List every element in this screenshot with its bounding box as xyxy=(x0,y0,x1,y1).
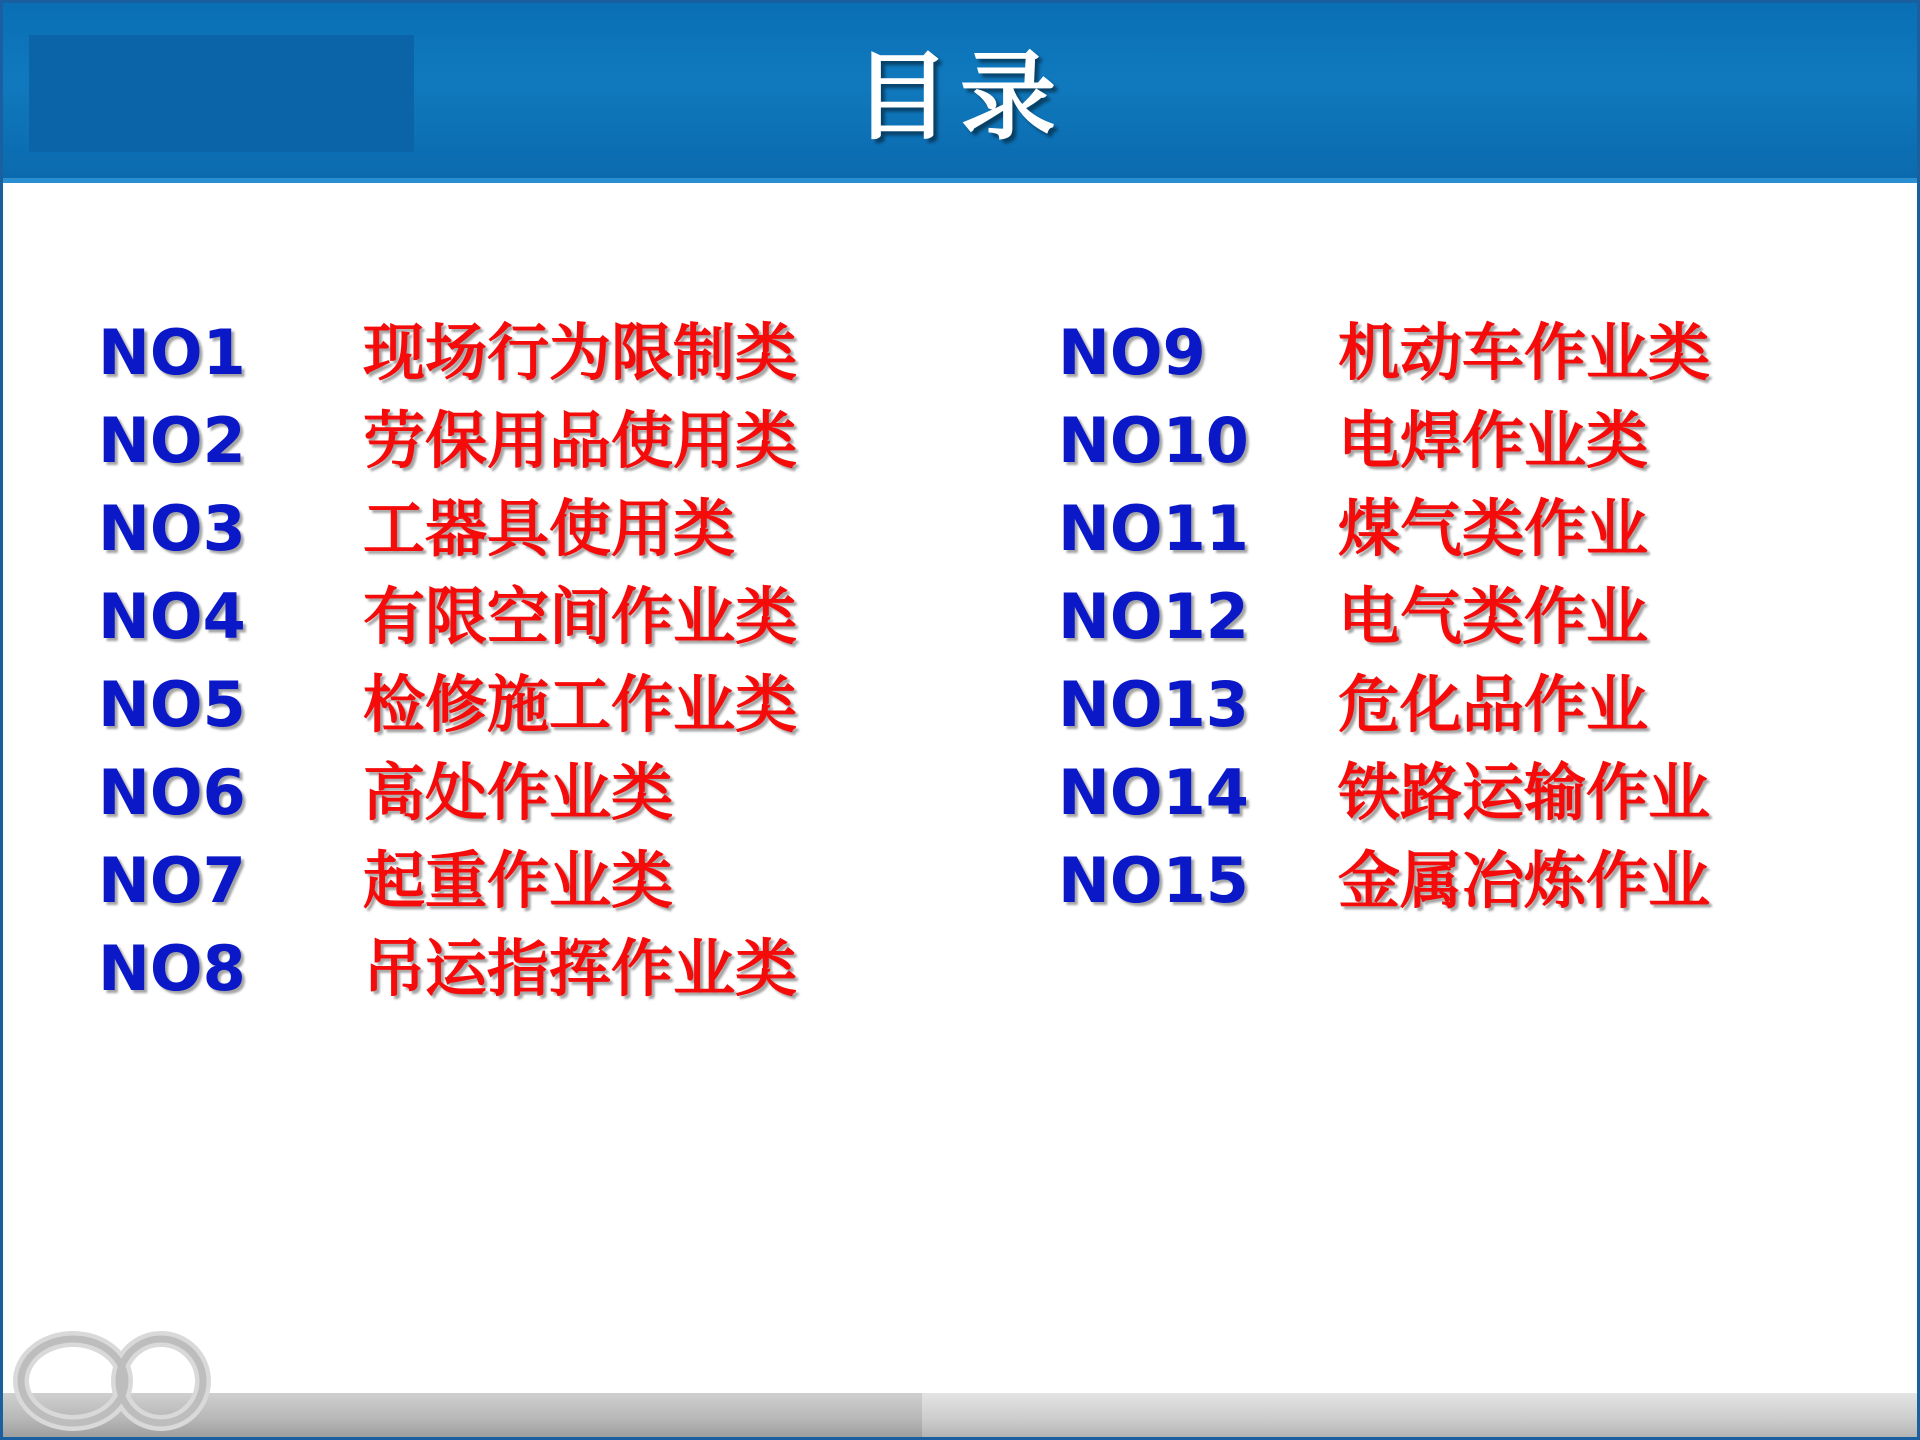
toc-item-number: NO8 xyxy=(98,932,246,1005)
toc-item-label: 工器具使用类 xyxy=(363,492,736,565)
toc-item-number: NO11 xyxy=(1058,492,1249,565)
list-item[interactable] xyxy=(98,919,1058,1007)
page-title: 目录 xyxy=(854,41,1066,153)
toc-item-number: NO3 xyxy=(98,492,246,565)
toc-item-label: 现场行为限制类 xyxy=(363,316,798,389)
toc-item-number: NO6 xyxy=(98,756,246,829)
toc-column-left xyxy=(98,303,1058,1007)
toc-item-number: NO15 xyxy=(1058,844,1249,917)
toc-item-label: 起重作业类 xyxy=(363,844,674,917)
toc-item-label: 煤气类作业 xyxy=(1338,492,1649,565)
toc-item-label: 金属冶炼作业 xyxy=(1338,844,1711,917)
slide-header xyxy=(3,3,1917,183)
list-item[interactable] xyxy=(98,303,1058,391)
toc-item-label: 电焊作业类 xyxy=(1338,404,1649,477)
toc-item-label: 机动车作业类 xyxy=(1338,316,1711,389)
toc-item-label: 有限空间作业类 xyxy=(363,580,798,653)
toc-item-label: 吊运指挥作业类 xyxy=(363,932,798,1005)
list-item[interactable] xyxy=(98,743,1058,831)
toc-item-label: 电气类作业 xyxy=(1338,580,1649,653)
list-item[interactable] xyxy=(98,479,1058,567)
slide-footer xyxy=(3,1317,1917,1437)
toc-item-label: 高处作业类 xyxy=(363,756,674,829)
list-item[interactable] xyxy=(1058,303,1878,391)
infinity-loop-icon xyxy=(11,1319,221,1431)
list-item[interactable] xyxy=(1058,831,1878,919)
table-of-contents xyxy=(3,303,1917,1007)
list-item[interactable] xyxy=(98,391,1058,479)
list-item[interactable] xyxy=(98,655,1058,743)
list-item[interactable] xyxy=(1058,567,1878,655)
toc-item-number: NO14 xyxy=(1058,756,1249,829)
toc-column-right xyxy=(1058,303,1878,1007)
list-item[interactable] xyxy=(1058,391,1878,479)
toc-item-number: NO13 xyxy=(1058,668,1249,741)
toc-item-number: NO12 xyxy=(1058,580,1249,653)
list-item[interactable] xyxy=(1058,743,1878,831)
toc-item-label: 危化品作业 xyxy=(1338,668,1649,741)
toc-item-number: NO1 xyxy=(98,316,246,389)
list-item[interactable] xyxy=(1058,655,1878,743)
footer-band-right xyxy=(922,1393,1917,1437)
list-item[interactable] xyxy=(98,567,1058,655)
toc-item-number: NO7 xyxy=(98,844,246,917)
toc-item-number: NO10 xyxy=(1058,404,1249,477)
list-item[interactable] xyxy=(1058,479,1878,567)
toc-item-number: NO4 xyxy=(98,580,246,653)
toc-item-label: 检修施工作业类 xyxy=(363,668,798,741)
toc-item-label: 铁路运输作业 xyxy=(1338,756,1711,829)
toc-item-number: NO5 xyxy=(98,668,246,741)
list-item[interactable] xyxy=(98,831,1058,919)
toc-item-label: 劳保用品使用类 xyxy=(363,404,798,477)
toc-item-number: NO2 xyxy=(98,404,246,477)
toc-item-number: NO9 xyxy=(1058,316,1206,389)
